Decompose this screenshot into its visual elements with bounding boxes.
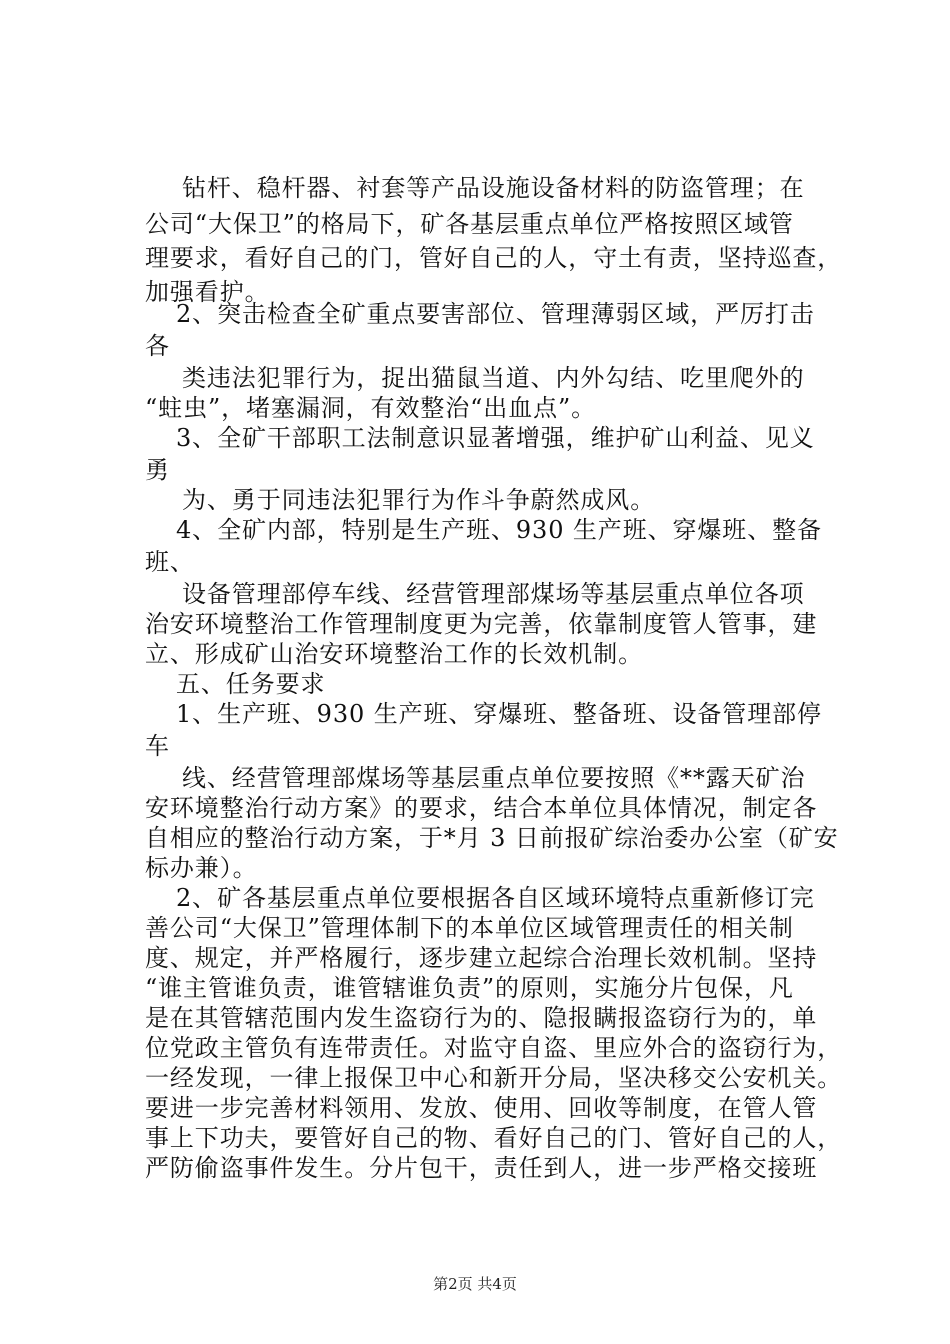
text-line: 公司“大保卫”的格局下，矿各基层重点单位严格按照区域管 xyxy=(145,210,794,238)
text-line: 理要求，看好自己的门，管好自己的人，守土有责，坚持巡查， xyxy=(145,244,843,272)
text-line: 加强看护。 xyxy=(145,278,270,306)
text-line: 2、矿各基层重点单位要根据各自区域环境特点重新修订完 xyxy=(176,884,815,912)
text-line: 安环境整治行动方案》的要求，结合本单位具体情况，制定各 xyxy=(145,794,818,822)
text-line: 班、 xyxy=(145,548,195,576)
text-line: 事上下功夫，要管好自己的物、看好自己的门、管好自己的人， xyxy=(145,1124,843,1152)
text-line: 设备管理部停车线、经营管理部煤场等基层重点单位各项 xyxy=(182,580,805,608)
text-line: 治安环境整治工作管理制度更为完善，依靠制度管人管事，建 xyxy=(145,610,818,638)
text-line: 立、形成矿山治安环境整治工作的长效机制。 xyxy=(145,640,643,668)
text-line: 勇 xyxy=(145,456,170,484)
text-line: 类违法犯罪行为，捉出猫鼠当道、内外勾结、吃里爬外的 xyxy=(182,364,805,392)
text-line: 线、经营管理部煤场等基层重点单位要按照《**露天矿治 xyxy=(182,764,806,792)
text-line: 为、勇于同违法犯罪行为作斗争蔚然成风。 xyxy=(182,486,656,514)
text-line: 是在其管辖范围内发生盗窃行为的、隐报瞒报盗窃行为的，单 xyxy=(145,1004,818,1032)
text-line: 车 xyxy=(145,732,170,760)
text-line: 度、规定，并严格履行，逐步建立起综合治理长效机制。坚持 xyxy=(145,944,818,972)
section-heading: 五、任务要求 xyxy=(176,670,326,698)
text-line: 自相应的整治行动方案，于*月 3 日前报矿综治委办公室（矿安 xyxy=(145,824,839,852)
text-line: 严防偷盗事件发生。分片包干，责任到人，进一步严格交接班 xyxy=(145,1154,818,1182)
page-number: 第2页 共4页 xyxy=(433,1275,517,1293)
text-line: 2、突击检查全矿重点要害部位、管理薄弱区域，严厉打击 xyxy=(176,300,815,328)
text-line: 善公司“大保卫”管理体制下的本单位区域管理责任的相关制 xyxy=(145,914,794,942)
text-line: 要进一步完善材料领用、发放、使用、回收等制度，在管人管 xyxy=(145,1094,818,1122)
text-line: 钻杆、稳杆器、衬套等产品设施设备材料的防盗管理；在 xyxy=(182,174,805,202)
text-line: 标办兼）。 xyxy=(145,854,258,882)
text-line: 1、生产班、930 生产班、穿爆班、整备班、设备管理部停 xyxy=(176,700,822,728)
text-line: 4、全矿内部，特别是生产班、930 生产班、穿爆班、整备 xyxy=(176,516,822,544)
text-line: “谁主管谁负责，谁管辖谁负责”的原则，实施分片包保，凡 xyxy=(145,974,794,1002)
text-line: “蛀虫”，堵塞漏洞，有效整治“出血点”。 xyxy=(145,394,597,422)
text-line: 位党政主管负有连带责任。对监守自盗、里应外合的盗窃行为， xyxy=(145,1034,843,1062)
text-line: 一经发现，一律上报保卫中心和新开分局，坚决移交公安机关。 xyxy=(145,1064,843,1092)
text-line: 各 xyxy=(145,332,170,360)
text-line: 3、全矿干部职工法制意识显著增强，维护矿山利益、见义 xyxy=(176,424,815,452)
